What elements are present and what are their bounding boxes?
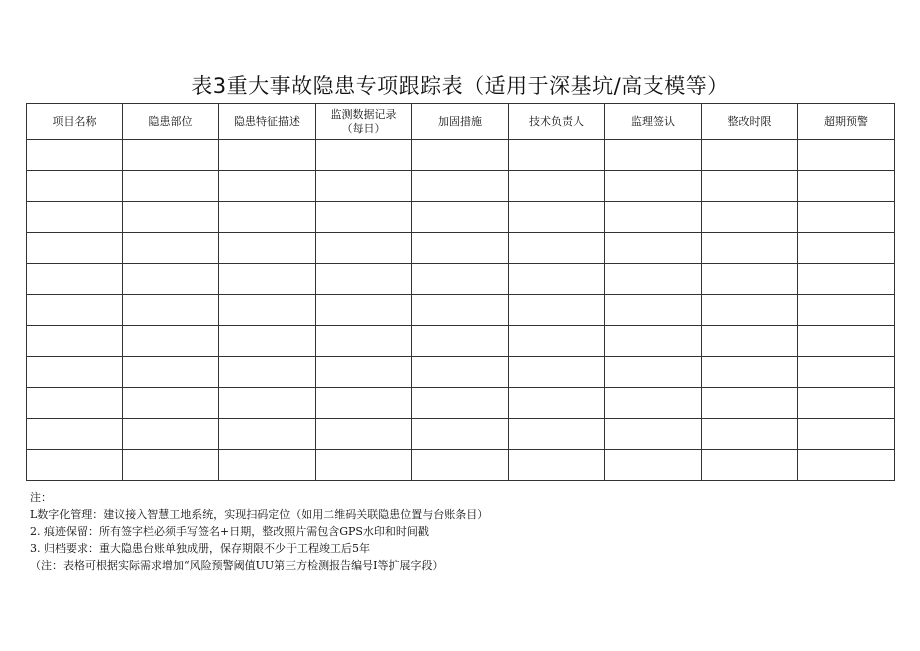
table-cell[interactable] bbox=[27, 357, 123, 388]
table-body bbox=[27, 140, 895, 481]
table-cell[interactable] bbox=[605, 295, 702, 326]
column-header-reinforcement-measures: 加固措施 bbox=[412, 104, 509, 140]
table-cell[interactable] bbox=[316, 326, 412, 357]
note-item: L数字化管理：建议接入智慧工地系统，实现扫码定位（如用二维码关联隐患位置与台账条目） bbox=[30, 508, 489, 521]
table-cell[interactable] bbox=[123, 326, 219, 357]
table-row bbox=[27, 295, 895, 326]
table-cell[interactable] bbox=[702, 233, 798, 264]
table-cell[interactable] bbox=[412, 171, 509, 202]
table-cell[interactable] bbox=[219, 233, 316, 264]
column-header-overdue-warning: 超期预警 bbox=[798, 104, 895, 140]
notes-section bbox=[30, 489, 890, 574]
table-cell[interactable] bbox=[219, 326, 316, 357]
table-cell[interactable] bbox=[605, 171, 702, 202]
table-cell[interactable] bbox=[702, 419, 798, 450]
table-cell[interactable] bbox=[702, 388, 798, 419]
table-cell[interactable] bbox=[316, 171, 412, 202]
table-cell[interactable] bbox=[509, 140, 605, 171]
table-cell[interactable] bbox=[123, 202, 219, 233]
table-cell[interactable] bbox=[316, 202, 412, 233]
table-cell[interactable] bbox=[509, 326, 605, 357]
table-cell[interactable] bbox=[412, 140, 509, 171]
table-cell[interactable] bbox=[412, 419, 509, 450]
table-cell[interactable] bbox=[219, 140, 316, 171]
table-cell[interactable] bbox=[27, 171, 123, 202]
table-cell[interactable] bbox=[605, 357, 702, 388]
table-cell[interactable] bbox=[316, 140, 412, 171]
table-header-row bbox=[27, 104, 895, 140]
table-cell[interactable] bbox=[123, 450, 219, 481]
table-cell[interactable] bbox=[27, 326, 123, 357]
table-cell[interactable] bbox=[412, 202, 509, 233]
column-header-project-name: 项目名称 bbox=[27, 104, 123, 140]
table-cell[interactable] bbox=[509, 202, 605, 233]
table-cell[interactable] bbox=[412, 326, 509, 357]
table-cell[interactable] bbox=[702, 202, 798, 233]
table-cell[interactable] bbox=[123, 171, 219, 202]
table-cell[interactable] bbox=[509, 450, 605, 481]
table-cell[interactable] bbox=[27, 233, 123, 264]
table-cell[interactable] bbox=[509, 171, 605, 202]
column-header-supervisor-signoff: 监理签认 bbox=[605, 104, 702, 140]
table-cell[interactable] bbox=[27, 419, 123, 450]
table-cell[interactable] bbox=[123, 233, 219, 264]
table-cell[interactable] bbox=[316, 264, 412, 295]
table-cell[interactable] bbox=[798, 140, 895, 171]
table-cell[interactable] bbox=[702, 140, 798, 171]
table-cell[interactable] bbox=[798, 171, 895, 202]
table-cell[interactable] bbox=[219, 357, 316, 388]
table-cell[interactable] bbox=[702, 326, 798, 357]
table-cell[interactable] bbox=[702, 450, 798, 481]
table-cell[interactable] bbox=[605, 140, 702, 171]
column-header-hazard-location: 隐患部位 bbox=[123, 104, 219, 140]
table-cell[interactable] bbox=[605, 202, 702, 233]
table-cell[interactable] bbox=[605, 264, 702, 295]
table-cell[interactable] bbox=[798, 264, 895, 295]
table-cell[interactable] bbox=[605, 326, 702, 357]
table-cell[interactable] bbox=[702, 264, 798, 295]
table-cell[interactable] bbox=[798, 326, 895, 357]
column-header-monitoring-data bbox=[316, 104, 412, 140]
table-cell[interactable] bbox=[219, 388, 316, 419]
table-cell[interactable] bbox=[123, 295, 219, 326]
table-cell[interactable] bbox=[509, 419, 605, 450]
table-cell[interactable] bbox=[412, 233, 509, 264]
table-cell[interactable] bbox=[27, 450, 123, 481]
table-cell[interactable] bbox=[316, 419, 412, 450]
table-cell[interactable] bbox=[605, 233, 702, 264]
table-cell[interactable] bbox=[509, 388, 605, 419]
table-row bbox=[27, 264, 895, 295]
table-row bbox=[27, 140, 895, 171]
table-cell[interactable] bbox=[798, 388, 895, 419]
table-cell[interactable] bbox=[605, 388, 702, 419]
table-cell[interactable] bbox=[798, 295, 895, 326]
table-cell[interactable] bbox=[316, 357, 412, 388]
table-row bbox=[27, 326, 895, 357]
table-cell[interactable] bbox=[798, 357, 895, 388]
table-cell[interactable] bbox=[219, 450, 316, 481]
table-cell[interactable] bbox=[123, 140, 219, 171]
table-cell[interactable] bbox=[509, 233, 605, 264]
table-cell[interactable] bbox=[798, 202, 895, 233]
table-row bbox=[27, 202, 895, 233]
column-header-hazard-description: 隐患特征描述 bbox=[219, 104, 316, 140]
document-title: 表3重大事故隐患专项跟踪表（适用于深基坑/高支模等） bbox=[191, 74, 729, 98]
table-cell[interactable] bbox=[27, 202, 123, 233]
table-cell[interactable] bbox=[219, 202, 316, 233]
table-cell[interactable] bbox=[412, 450, 509, 481]
table-cell[interactable] bbox=[123, 357, 219, 388]
table-cell[interactable] bbox=[412, 264, 509, 295]
table-cell[interactable] bbox=[509, 264, 605, 295]
table-cell[interactable] bbox=[412, 357, 509, 388]
table-cell[interactable] bbox=[702, 171, 798, 202]
table-cell[interactable] bbox=[123, 388, 219, 419]
table-cell[interactable] bbox=[27, 295, 123, 326]
column-header-monitoring-data-label: 监测数据记录 bbox=[330, 107, 397, 121]
table-cell[interactable] bbox=[219, 419, 316, 450]
note-item: 2. 痕迹保留：所有签字栏必须手写签名+日期，整改照片需包含GPS水印和时间戳 bbox=[30, 525, 429, 538]
table-cell[interactable] bbox=[412, 295, 509, 326]
table-cell[interactable] bbox=[509, 295, 605, 326]
table-cell[interactable] bbox=[123, 264, 219, 295]
table-cell[interactable] bbox=[219, 295, 316, 326]
note-item: 3. 归档要求：重大隐患台账单独成册，保存期限不少于工程竣工后5年 bbox=[30, 542, 370, 555]
column-header-monitoring-data-sub: （每日） bbox=[341, 121, 386, 135]
table-cell[interactable] bbox=[219, 264, 316, 295]
table-cell[interactable] bbox=[316, 388, 412, 419]
column-header-technical-lead: 技术负责人 bbox=[509, 104, 605, 140]
table-cell[interactable] bbox=[605, 450, 702, 481]
table-cell[interactable] bbox=[798, 233, 895, 264]
table-cell[interactable] bbox=[605, 419, 702, 450]
table-row bbox=[27, 419, 895, 450]
table-cell[interactable] bbox=[27, 264, 123, 295]
table-cell[interactable] bbox=[316, 295, 412, 326]
table-cell[interactable] bbox=[412, 388, 509, 419]
notes-heading: 注： bbox=[30, 491, 52, 504]
table-cell[interactable] bbox=[798, 419, 895, 450]
table-row bbox=[27, 233, 895, 264]
table-cell[interactable] bbox=[123, 419, 219, 450]
table-row bbox=[27, 388, 895, 419]
table-cell[interactable] bbox=[702, 295, 798, 326]
column-header-rectification-deadline: 整改时限 bbox=[702, 104, 798, 140]
hazard-tracking-table bbox=[26, 103, 895, 481]
table-cell[interactable] bbox=[798, 450, 895, 481]
table-cell[interactable] bbox=[702, 357, 798, 388]
table-cell[interactable] bbox=[316, 450, 412, 481]
table-cell[interactable] bbox=[509, 357, 605, 388]
table-row bbox=[27, 171, 895, 202]
table-row bbox=[27, 357, 895, 388]
note-item: （注：表格可根据实际需求增加“风险预警阈值UU第三方检测报告编号I等扩展字段） bbox=[30, 559, 444, 572]
table-cell[interactable] bbox=[27, 388, 123, 419]
table-cell[interactable] bbox=[316, 233, 412, 264]
table-cell[interactable] bbox=[219, 171, 316, 202]
table-cell[interactable] bbox=[27, 140, 123, 171]
table-row bbox=[27, 450, 895, 481]
